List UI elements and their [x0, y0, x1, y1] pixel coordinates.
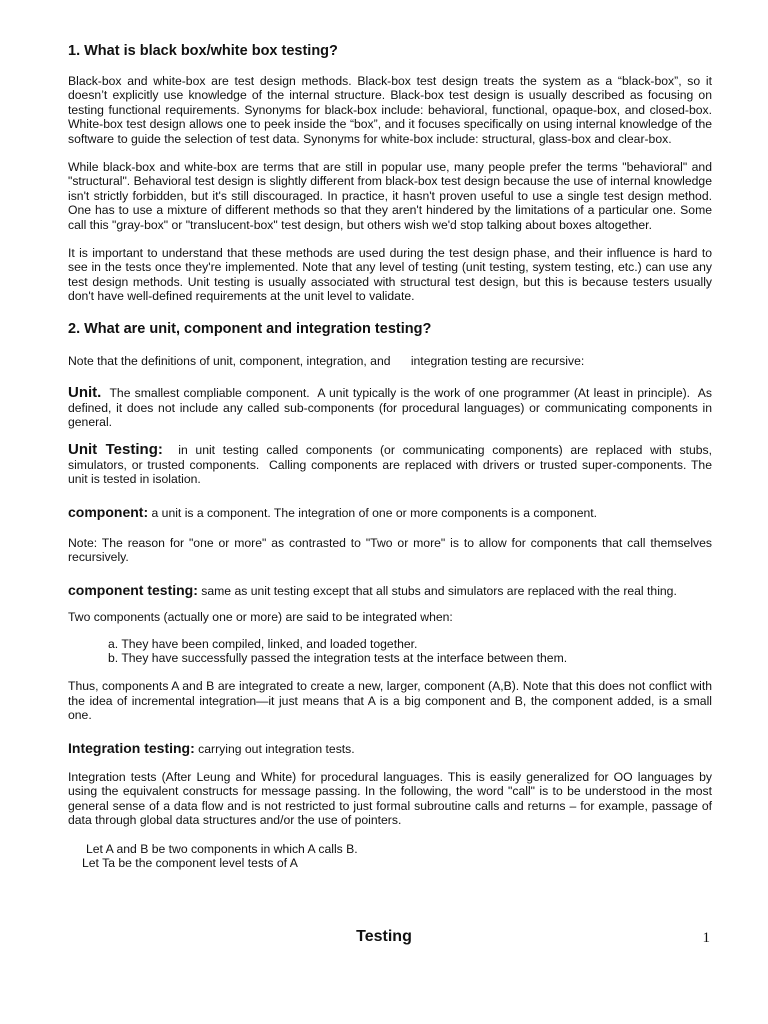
unit-definition [68, 384, 716, 429]
let-line: Let A and B be two components in which A calls B. [86, 841, 358, 856]
integrated-conditions-list [68, 637, 712, 666]
component-testing-term: component testing: [68, 581, 198, 598]
unit-testing-term: Unit Testing: [68, 441, 163, 459]
integration-testing-text: carrying out integration tests. [194, 741, 355, 756]
integration-testing-definition [68, 741, 712, 756]
list-item: a. They have been compiled, linked, and loaded together. [108, 636, 418, 651]
unit-text: The smallest compliable component. A unit typically is the work of one programmer (At least in principle). As defined, it does not include any called sub-components (for procedural languages) or communicating components in general. [68, 386, 716, 429]
section-1-heading: 1. What is black box/white box testing? [68, 43, 338, 59]
component-definition [68, 505, 712, 520]
integrated-intro: Two components (actually one or more) are said to be integrated when: [68, 610, 453, 625]
component-note: Note: The reason for "one or more" as contrasted to "Two or more" is to allow for components that call themselves recursively. [68, 535, 712, 565]
component-testing-definition [68, 583, 712, 598]
section-1-paragraph-3: It is important to understand that these methods are used during the test design phase, and their influence is hard to see in the tests once they're implemented. Note that any level of testing (unit testing, system testing, etc.) can use any test design methods. Unit testing is usually associated with structural test design, but this is because testers usually don't have well-defined requirements at the unit level to validate. [68, 246, 712, 304]
let-line: Let Ta be the component level tests of A [82, 856, 298, 871]
section-1-paragraph-1: Black-box and white-box are test design methods. Black-box test design treats the system as a “black-box”, so it doesn’t explicitly use knowledge of the internal structure. Black-box test design is usually described as focusing on testing functional requirements. Synonyms for black-box include: behavioral, functional, opaque-box, and closed-box. White-box test design allows one to peek inside the “box”, and it focuses specifically on using internal knowledge of the software to guide the selection of test data. Synonyms for white-box include: structural, glass-box and clear-box. [68, 74, 712, 146]
footer-title: Testing [356, 928, 412, 945]
recursive-note: Note that the definitions of unit, component, integration, and integration testing are recursive: [68, 353, 585, 368]
integration-tests-paragraph: Integration tests (After Leung and White) for procedural languages. This is easily generalized for OO languages by using the equivalent constructs for message passing. In the following, the word "call" is to be understood in the most general sense of a data flow and is not restricted to just formal subroutine calls and returns – for example, passage of data through global data structures and/or the use of pointers. [68, 770, 712, 828]
unit-testing-text: in unit testing called components (or communicating components) are replaced with stubs, simulators, or trusted components. Calling components are replaced with drivers or trusted super-components. The unit is tested in isolation. [68, 443, 716, 487]
unit-testing-definition [68, 441, 716, 487]
page-number: 1 [702, 930, 710, 946]
integration-testing-term: Integration testing: [68, 739, 195, 756]
list-item: b. They have successfully passed the integration tests at the interface between them. [108, 650, 568, 665]
let-statements [68, 842, 712, 871]
component-term: component: [68, 503, 149, 520]
component-text: a unit is a component. The integration of one or more components is a component. [148, 505, 598, 520]
section-2-heading: 2. What are unit, component and integration testing? [68, 320, 432, 337]
integration-explanation: Thus, components A and B are integrated to create a new, larger, component (A,B). Note that this does not conflict with the idea of incremental integration—it just means that A is a big component and B, the component added, is a small one. [68, 679, 712, 723]
component-testing-text: same as unit testing except that all stubs and simulators are replaced with the real thing. [197, 583, 677, 598]
unit-term: Unit. [68, 384, 102, 402]
section-1-paragraph-2: While black-box and white-box are terms that are still in popular use, many people prefer the terms "behavioral" and "structural". Behavioral test design is slightly different from black-box test design because the use of internal knowledge isn't strictly forbidden, but it's still discouraged. In practice, it hasn't proven useful to use a single test design method. One has to use a mixture of different methods so that they aren't hindered by the limitations of a particular one. Some call this "gray-box" or "translucent-box" test design, but others wish we'd stop talking about boxes altogether. [68, 160, 712, 232]
